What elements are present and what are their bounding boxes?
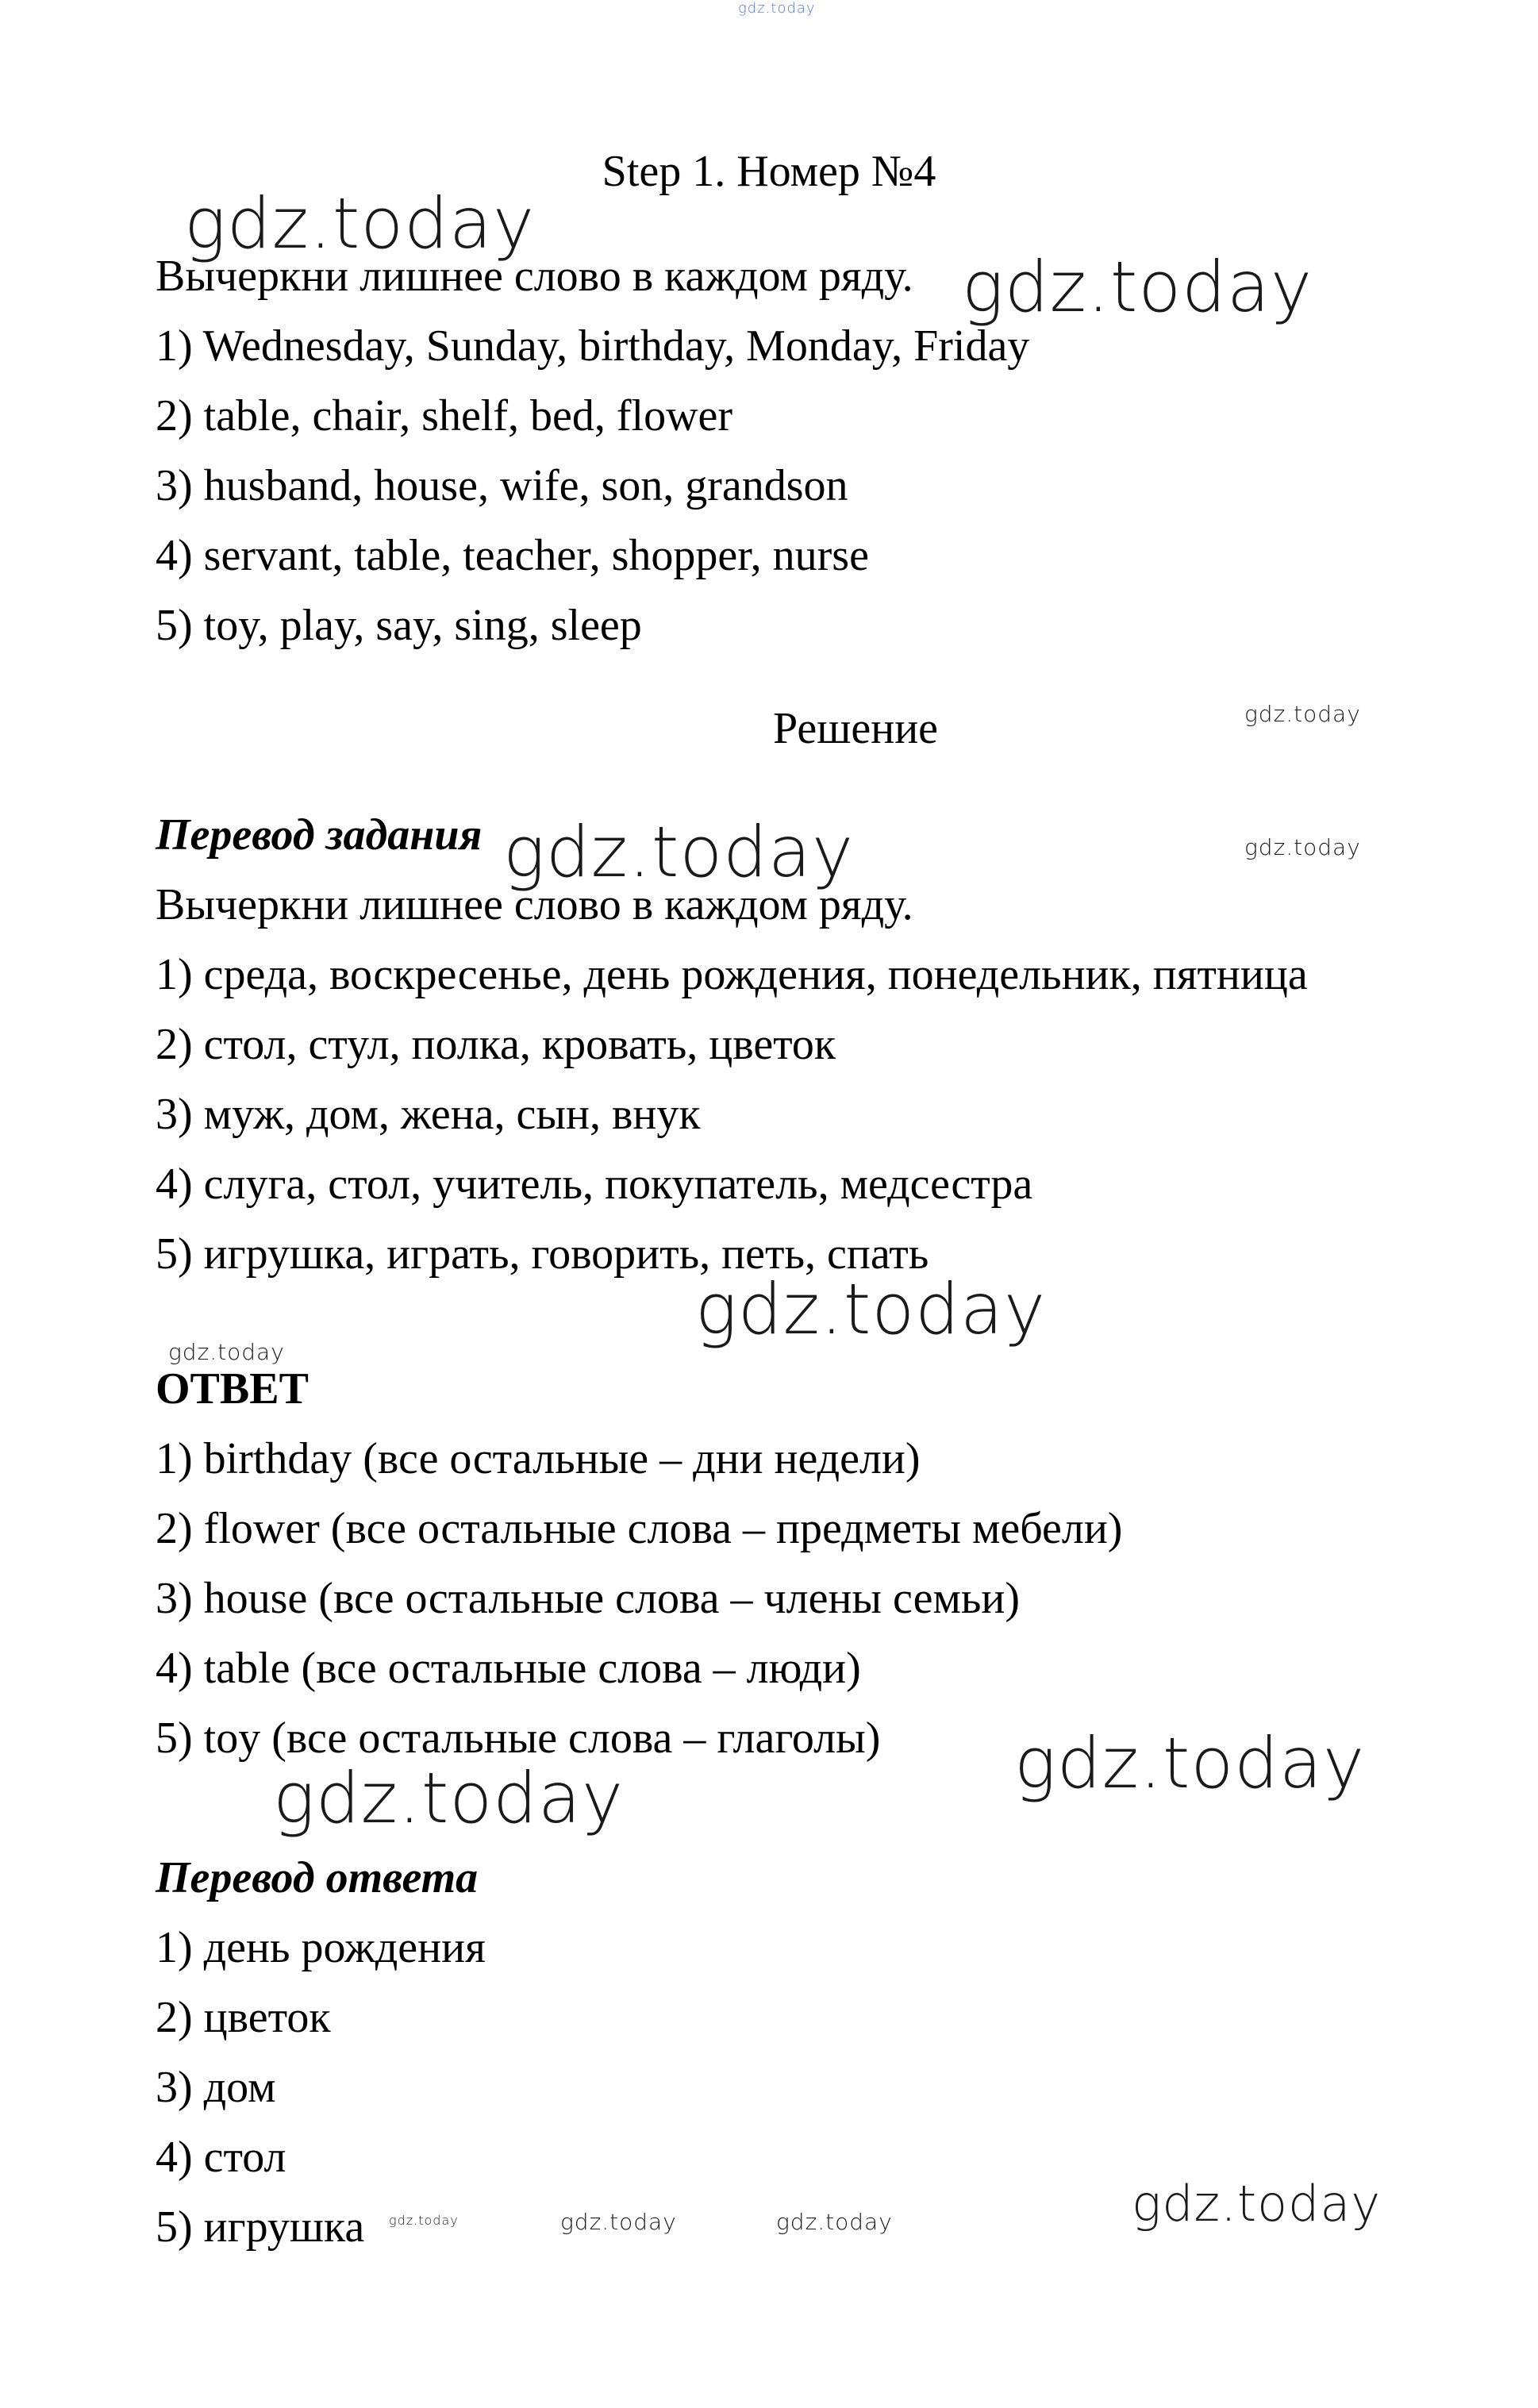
solution-title: Решение bbox=[773, 704, 939, 753]
page-title: Step 1. Номер №4 bbox=[602, 147, 936, 196]
watermark: gdz.today bbox=[168, 1339, 285, 1365]
answer-row: 1) birthday (все остальные – дни недели) bbox=[156, 1434, 921, 1483]
translation-row: 2) стол, стул, полка, кровать, цветок bbox=[156, 1020, 836, 1069]
translation-row: 5) игрушка, играть, говорить, петь, спать bbox=[156, 1229, 929, 1279]
answer-translation-row: 1) день рождения bbox=[156, 1923, 486, 1972]
watermark: gdz.today bbox=[273, 1757, 625, 1839]
translation-instruction: Вычеркни лишнее слово в каждом ряду. bbox=[156, 880, 913, 929]
translation-row: 3) муж, дом, жена, сын, внук bbox=[156, 1090, 701, 1139]
watermark: gdz.today bbox=[1244, 701, 1361, 727]
answer-translation-row: 4) стол bbox=[156, 2133, 286, 2182]
translation-row: 1) среда, воскресенье, день рождения, понедельник, пятница bbox=[156, 950, 1308, 999]
translation-row: 4) слуга, стол, учитель, покупатель, медсестра bbox=[156, 1160, 1033, 1209]
answer-translation-row: 3) дом bbox=[156, 2063, 276, 2112]
task-row: 5) toy, play, say, sing, sleep bbox=[156, 601, 642, 650]
task-row: 1) Wednesday, Sunday, birthday, Monday, Friday bbox=[156, 321, 1030, 371]
watermark: gdz.today bbox=[503, 811, 855, 893]
watermark: gdz.today bbox=[1132, 2175, 1382, 2233]
watermark-top: gdz.today bbox=[738, 0, 816, 17]
task-row: 3) husband, house, wife, son, grandson bbox=[156, 461, 848, 510]
task-row: 2) table, chair, shelf, bed, flower bbox=[156, 391, 733, 440]
answer-row: 5) toy (все остальные слова – глаголы) bbox=[156, 1714, 881, 1763]
answer-translation-row: 2) цветок bbox=[156, 1993, 331, 2042]
watermark: gdz.today bbox=[962, 246, 1313, 328]
answer-translation-heading: Перевод ответа bbox=[156, 1853, 479, 1902]
watermark: gdz.today bbox=[695, 1268, 1047, 1350]
answer-heading: ОТВЕТ bbox=[156, 1364, 309, 1414]
watermark: gdz.today bbox=[1014, 1722, 1366, 1804]
answer-row: 4) table (все остальные слова – люди) bbox=[156, 1644, 861, 1693]
watermark: gdz.today bbox=[184, 183, 536, 264]
watermark: gdz.today bbox=[560, 2209, 677, 2235]
task-row: 4) servant, table, teacher, shopper, nurse bbox=[156, 531, 869, 580]
answer-row: 2) flower (все остальные слова – предметы мебели) bbox=[156, 1504, 1123, 1553]
answer-row: 3) house (все остальные слова – члены семьи) bbox=[156, 1574, 1021, 1623]
watermark: gdz.today bbox=[389, 2213, 459, 2228]
watermark: gdz.today bbox=[776, 2209, 893, 2235]
task-instruction: Вычеркни лишнее слово в каждом ряду. bbox=[156, 252, 913, 301]
answer-translation-row: 5) игрушка bbox=[156, 2202, 365, 2252]
watermark: gdz.today bbox=[1244, 834, 1361, 860]
translation-heading: Перевод задания bbox=[156, 810, 483, 860]
